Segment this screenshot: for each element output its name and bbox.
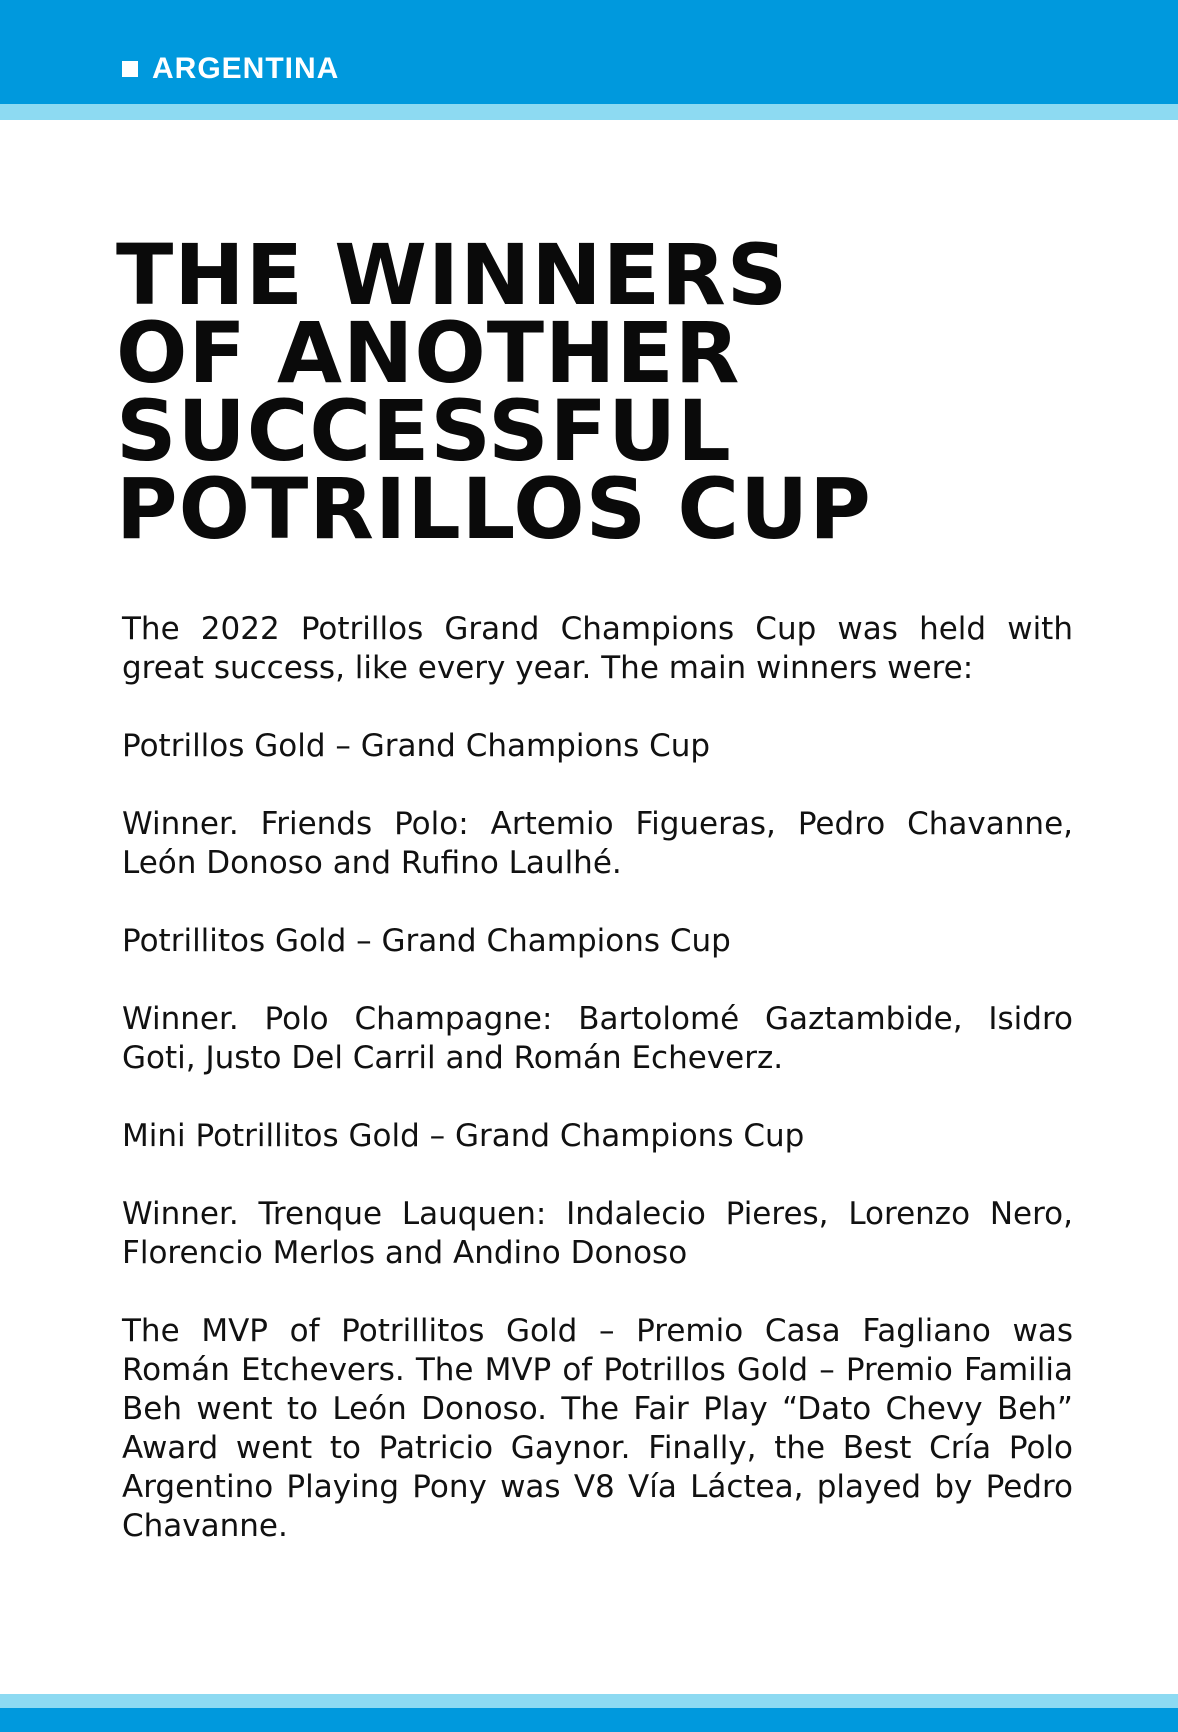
article-body [122, 610, 1073, 1585]
section-label-text: ARGENTINA [152, 52, 340, 85]
title-line: POTRILLOS CUP [116, 460, 872, 558]
section-label [122, 48, 339, 90]
title-line: SUCCESSFUL [116, 382, 732, 480]
title-line: THE WINNERS [116, 226, 789, 324]
winner-paragraph: Winner. Trenque Lauquen: Indalecio Pieres, Lorenzo Nero, Florencio Merlos and Andino Donoso [122, 1196, 1073, 1271]
category-heading: Potrillitos Gold – Grand Champions Cup [122, 923, 731, 959]
intro-paragraph: The 2022 Potrillos Grand Champions Cup was held with great success, like every year. The main winners were: [122, 611, 1073, 686]
title-line: OF ANOTHER [116, 304, 741, 402]
footer-bar [0, 1708, 1178, 1732]
winner-paragraph: Winner. Friends Polo: Artemio Figueras, Pedro Chavanne, León Donoso and Rufino Laulhé. [122, 806, 1073, 881]
category-heading: Potrillos Gold – Grand Champions Cup [122, 728, 711, 764]
winner-paragraph: Winner. Polo Champagne: Bartolomé Gaztambide, Isidro Goti, Justo Del Carril and Román Echeverz. [122, 1001, 1073, 1076]
square-bullet-icon [122, 61, 138, 77]
footer-stripe [0, 1694, 1178, 1708]
page-title [116, 226, 1076, 558]
header-stripe [0, 104, 1178, 120]
closing-paragraph: The MVP of Potrillitos Gold – Premio Casa Fagliano was Román Etchevers. The MVP of Potrillos Gold – Premio Familia Beh went to León Donoso. The Fair Play “Dato Chevy Beh” Award went to Patricio Gaynor. Finally, the Best Cría Polo Argentino Playing Pony was V8 Vía Láctea, played by Pedro Chavanne. [122, 1313, 1073, 1544]
category-heading: Mini Potrillitos Gold – Grand Champions Cup [122, 1118, 805, 1154]
